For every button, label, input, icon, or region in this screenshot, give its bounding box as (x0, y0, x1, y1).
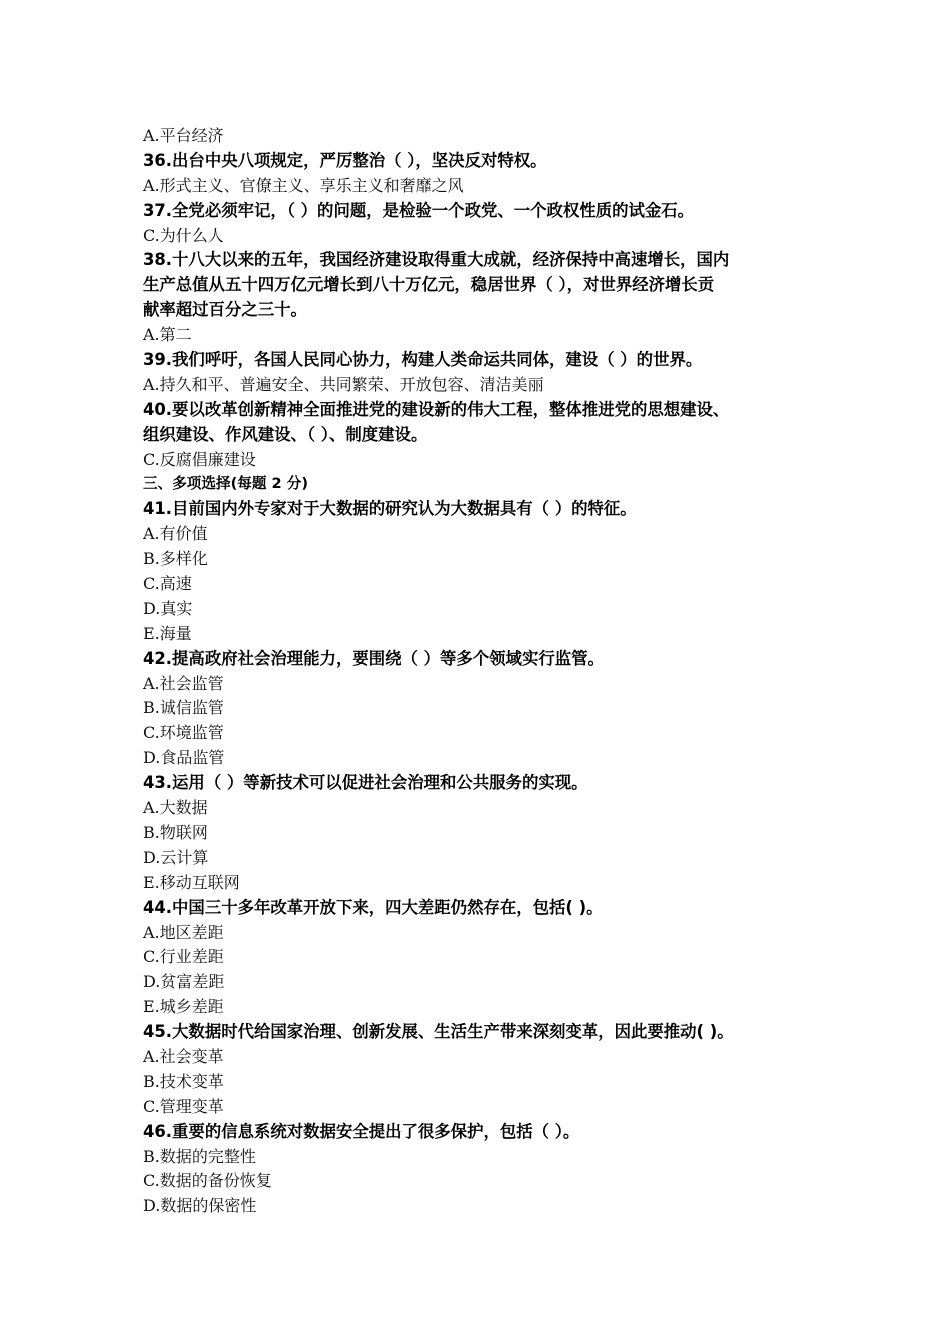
question-text: 41.目前国内外专家对于大数据的研究认为大数据具有（ ）的特征。 (143, 499, 637, 519)
answer-option: A.社会监管 (143, 673, 224, 693)
answer-option: D.食品监管 (143, 748, 225, 768)
answer-option: A.地区差距 (143, 922, 224, 942)
answer-option: C.为什么人 (143, 225, 224, 245)
answer-option: E.移动互联网 (143, 872, 240, 892)
answer-option: B.技术变革 (143, 1071, 224, 1091)
answer-option: A.大数据 (143, 798, 208, 818)
question-text: 45.大数据时代给国家治理、创新发展、生活生产带来深刻变革，因此要推动( )。 (143, 1022, 734, 1042)
answer-option: E.海量 (143, 623, 192, 643)
question-text: 43.运用（ ）等新技术可以促进社会治理和公共服务的实现。 (143, 773, 588, 793)
answer-option: B.物联网 (143, 822, 208, 842)
answer-option: B.数据的完整性 (143, 1146, 256, 1166)
answer-option: A.社会变革 (143, 1046, 224, 1066)
answer-option: A.持久和平、普遍安全、共同繁荣、开放包容、清洁美丽 (143, 374, 544, 394)
answer-option: C.高速 (143, 574, 192, 594)
question-text: 39.我们呼吁，各国人民同心协力，构建人类命运共同体，建设（ ）的世界。 (143, 350, 703, 370)
question-text: 44.中国三十多年改革开放下来，四大差距仍然存在，包括( )。 (143, 897, 603, 917)
answer-option: B.诚信监管 (143, 698, 224, 718)
answer-option: D.贫富差距 (143, 972, 225, 992)
question-text: 40.要以改革创新精神全面推进党的建设新的伟大工程，整体推进党的思想建设、 (143, 399, 730, 419)
answer-option: A.形式主义、官僚主义、享乐主义和奢靡之风 (143, 175, 464, 195)
question-text: 献率超过百分之三十。 (143, 300, 307, 320)
answer-option: A.第二 (143, 325, 192, 345)
question-text: 组织建设、作风建设、（ ）、制度建设。 (143, 424, 428, 444)
answer-option: D.云计算 (143, 847, 209, 867)
section-heading: 三、多项选择(每题 2 分) (143, 475, 308, 493)
answer-option: A.平台经济 (143, 126, 224, 145)
answer-option: C.行业差距 (143, 947, 224, 967)
question-text: 生产总值从五十四万亿元增长到八十万亿元，稳居世界（ ），对世界经济增长贡 (143, 275, 715, 295)
answer-option: C.管理变革 (143, 1096, 224, 1116)
question-text: 46.重要的信息系统对数据安全提出了很多保护，包括（ ）。 (143, 1121, 580, 1141)
question-text: 42.提高政府社会治理能力，要围绕（ ）等多个领域实行监管。 (143, 648, 604, 668)
answer-option: B.多样化 (143, 549, 208, 569)
question-text: 36.出台中央八项规定，严厉整治（ ），坚决反对特权。 (143, 150, 547, 170)
answer-option: C.数据的备份恢复 (143, 1171, 272, 1191)
answer-option: D.数据的保密性 (143, 1196, 257, 1216)
answer-option: C.环境监管 (143, 723, 224, 743)
document-body (143, 124, 833, 1219)
question-text: 38.十八大以来的五年，我国经济建设取得重大成就，经济保持中高速增长，国内 (143, 250, 730, 270)
answer-option: D.真实 (143, 598, 193, 618)
answer-option: C.反腐倡廉建设 (143, 449, 256, 469)
answer-option: E.城乡差距 (143, 997, 224, 1017)
question-text: 37.全党必须牢记，（ ）的问题，是检验一个政党、一个政权性质的试金石。 (143, 200, 695, 220)
answer-option: A.有价值 (143, 524, 208, 544)
